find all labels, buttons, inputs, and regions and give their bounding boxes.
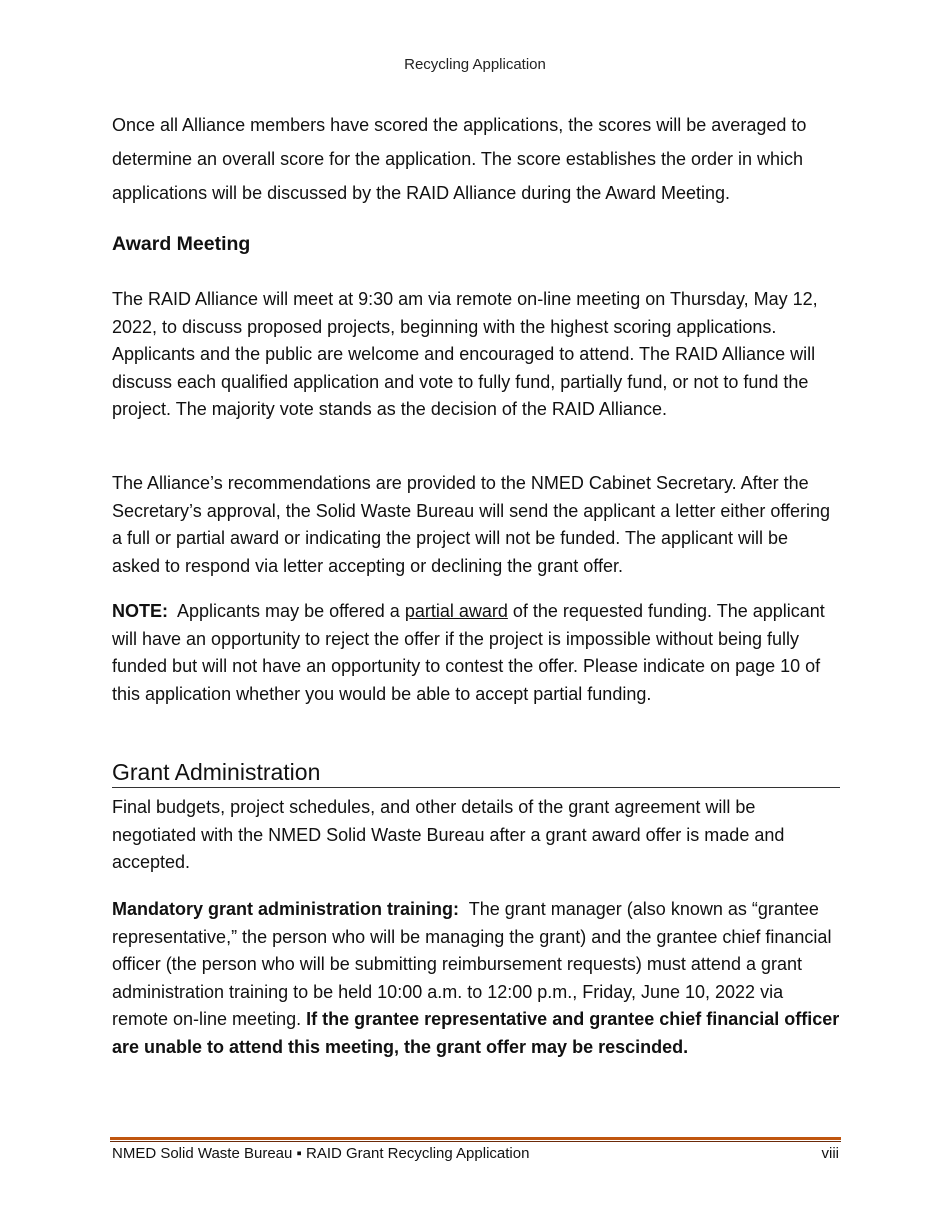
page-number: viii [821, 1145, 839, 1162]
award-meeting-date: 9:30 am via remote on-line meeting on Thursday, May 12, 2022, [112, 289, 818, 337]
recommendations-paragraph [112, 470, 840, 580]
award-meeting-paragraph [112, 286, 840, 424]
partial-award-link: partial award [404, 601, 508, 621]
note-label: NOTE: [112, 601, 168, 621]
scoring-text: Once all Alliance members have scored the applications, the scores will be averaged to determine an overall score for the application. The score establishes the order in which applications will be discussed by the RAID Alliance during the Award Meeting. [112, 115, 807, 203]
footer-text: NMED Solid Waste Bureau ▪ RAID Grant Recycling Application [112, 1145, 530, 1162]
note-text-b: of the requested funding. The applicant will have an opportunity to reject the offer if the project is impossible without being fully funded but will not have an opportunity to contest the offer. Please indicate on page 10 of this application whether you would be able to accept partial funding. [112, 601, 825, 704]
award-meeting-heading: Award Meeting [112, 233, 251, 255]
scoring-paragraph [112, 108, 840, 210]
training-paragraph [112, 896, 840, 1061]
award-meeting-text-a: The RAID Alliance will meet at [112, 289, 359, 309]
training-text-b: via remote on-line meeting. [112, 981, 784, 1029]
training-label: Mandatory grant administration training: [112, 899, 460, 919]
recommendations-text: The Alliance’s recommendations are provided to the NMED Cabinet Secretary. After the Secretary’s approval, the Solid Waste Bureau will send the applicant a letter either offering a full or partial award or indicating the project will not be funded. The applicant will be asked to respond via letter accepting or declining the grant offer. [112, 473, 831, 576]
final-budgets-paragraph [112, 794, 840, 877]
award-meeting-text [112, 286, 840, 424]
training-text-a: The grant manager (also known as “grantee representative,” the person who will be managing the grant) and the grantee chief financial officer (the person who will be submitting reimbursement requests) must attend a grant administration training to be held [112, 899, 837, 1002]
running-header: Recycling Application [404, 56, 546, 73]
grant-administration-heading: Grant Administration [112, 757, 840, 788]
note-text [112, 598, 840, 708]
award-meeting-text-c: to discuss proposed projects, beginning with the highest scoring applications. Applicants and the public are welcome and encouraged to attend. The RAID Alliance will discuss each qualified application and vote to fully fund, partially fund, or not to fund the project. The majority vote stands as the decision of the RAID Alliance. [112, 316, 816, 419]
note-paragraph [112, 598, 840, 708]
training-text [112, 896, 840, 1061]
training-warning: If the grantee representative and grantee chief financial officer are unable to attend this meeting, the grant offer may be rescinded. [112, 1009, 840, 1057]
training-time: 10:00 a.m. to 12:00 p.m., Friday, June 10, 2022 [377, 981, 756, 1002]
note-text-a: Applicants may be offered a [168, 601, 405, 621]
footer-rule [110, 1137, 841, 1142]
final-budgets-text: Final budgets, project schedules, and other details of the grant agreement will be negotiated with the NMED Solid Waste Bureau after a grant award offer is made and accepted. [112, 797, 785, 872]
